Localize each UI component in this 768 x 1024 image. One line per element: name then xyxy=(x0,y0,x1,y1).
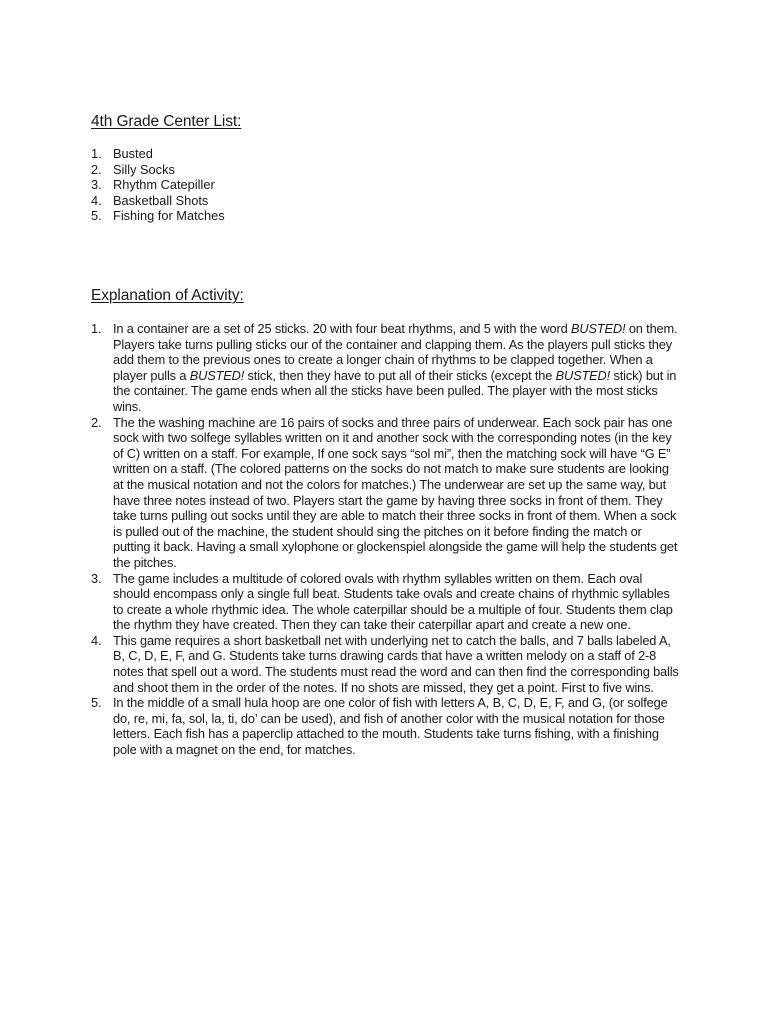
explanation-heading: Explanation of Activity: xyxy=(91,287,244,304)
explanation-item xyxy=(91,571,681,633)
emphasis-busted: BUSTED! xyxy=(189,367,245,383)
emphasis-busted: BUSTED! xyxy=(571,321,626,336)
list-number: 3. xyxy=(91,177,102,193)
list-item xyxy=(91,208,225,224)
list-number: 1. xyxy=(91,146,102,161)
explanation-item xyxy=(91,695,681,757)
list-item xyxy=(91,177,225,193)
explanation-text xyxy=(113,321,681,415)
explanation-text: The the washing machine are 16 pairs of socks and three pairs of underwear. Each sock pair has one sock with two solfege syllables written on it and another sock with the corresponding notes (in the key of C) written on a staff. For example, If one sock says “sol mi”, then the matching sock will have “G E” written on a staff. (The colored patterns on the socks do not match to make sure students are looking at the musical notation and not the colors for matches.) The underwear are set up the same way, but have three notes instead of two. Players start the game by having three socks in front of them. They take turns pulling out socks until they are able to match their three socks in front of them. When a sock is pulled out of the machine, the student should sing the pitches on it before finding the match or putting it back. Having a small xylophone or glockenspiel alongside the game will help the students get the pitches. xyxy=(113,414,678,570)
text-run: stick) but in the container. The game ends when all the sticks have been pulled. The player with the most sticks wins. xyxy=(113,367,677,414)
explanation-item xyxy=(91,415,681,571)
list-number: 1. xyxy=(91,321,102,336)
list-number: 5. xyxy=(91,208,102,224)
list-number: 2. xyxy=(91,161,102,177)
explanation-item xyxy=(91,321,681,415)
list-number: 4. xyxy=(91,632,102,648)
list-number: 3. xyxy=(91,570,102,586)
list-item-text: Rhythm Catepiller xyxy=(113,177,215,193)
list-item xyxy=(91,146,225,162)
text-run: on them. Players take turns pulling sticks our of the container and clapping them. As the players pull sticks they add them to the previous ones to create a longer chain of rhythms to be clapped together. When a player pulls a xyxy=(113,321,678,383)
list-item-text: Busted xyxy=(113,146,153,161)
list-number: 4. xyxy=(91,192,102,208)
text-run: stick, then they have to put all of their sticks (except the xyxy=(244,367,556,383)
list-item xyxy=(91,162,225,178)
explanation-text: The game includes a multitude of colored ovals with rhythm syllables written on them. Each oval should encompass only a single full beat. Students take ovals and create chains of rhythmic syllables to create a whole rhythmic idea. The whole caterpillar should be a multiple of four. Students them clap the rhythm they have created. Then they can take their caterpillar apart and create a new one. xyxy=(113,570,673,633)
list-item xyxy=(91,193,225,209)
explanation-text: This game requires a short basketball net with underlying net to catch the balls, and 7 balls labeled A, B, C, D, E, F, and G. Students take turns drawing cards that have a written melody on a staff of 2-8 notes that spell out a word. The students must read the word and can then find the corresponding balls and shoot them in the order of the notes. If no shots are missed, they get a point. First to five wins. xyxy=(113,632,679,695)
list-item-text: Fishing for Matches xyxy=(113,208,225,224)
explanation-text: In the middle of a small hula hoop are one color of fish with letters A, B, C, D, E, F, and G, (or solfege do, re, mi, fa, sol, la, ti, do’ can be used), and fish of another color with the musical notation for those letters. Each fish has a paperclip attached to the mouth. Students take turns fishing, with a finishing pole with a magnet on the end, for matches. xyxy=(113,695,668,758)
list-item-text: Silly Socks xyxy=(113,161,175,177)
list-number: 2. xyxy=(91,414,102,430)
list-number: 5. xyxy=(91,695,102,711)
center-list-heading: 4th Grade Center List: xyxy=(91,113,242,130)
center-list xyxy=(91,146,225,224)
text-run: In a container are a set of 25 sticks. 20 with four beat rhythms, and 5 with the word xyxy=(113,321,571,336)
emphasis-busted: BUSTED! xyxy=(555,367,611,383)
explanation-item xyxy=(91,633,681,695)
explanation-list xyxy=(91,321,681,758)
list-item-text: Basketball Shots xyxy=(113,192,209,208)
